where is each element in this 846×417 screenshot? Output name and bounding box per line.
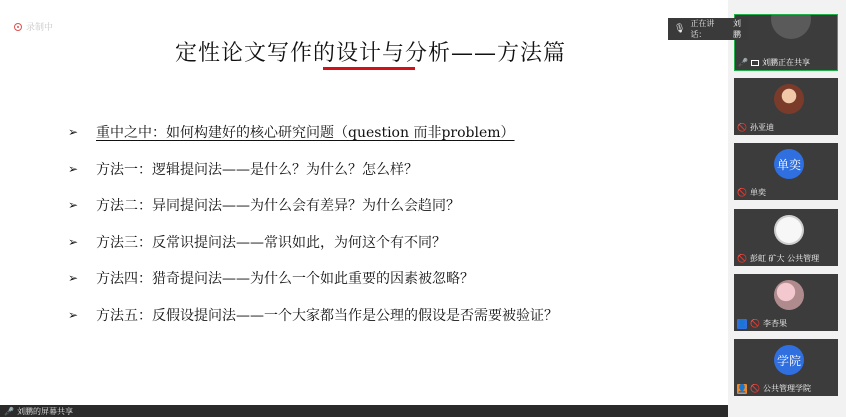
bullet-list xyxy=(68,114,558,333)
participant-label xyxy=(738,57,810,68)
avatar xyxy=(771,14,811,39)
screen-share-icon xyxy=(751,60,759,66)
mic-icon: 🎤 xyxy=(738,58,748,67)
participant-name: 李杏果 xyxy=(763,319,787,328)
avatar xyxy=(774,84,804,114)
arrow-bullet-icon: ➢ xyxy=(68,198,79,213)
slide-title: 定性论文写作的设计与分析——方法篇 xyxy=(175,41,567,66)
speaking-indicator xyxy=(668,18,748,40)
screen-share-label xyxy=(4,405,73,417)
participant-name: 公共管理学院 xyxy=(763,384,811,393)
arrow-bullet-icon: ➢ xyxy=(68,161,79,176)
bullet-text: 方法一：逻辑提问法——是什么？为什么？怎么样？ xyxy=(96,161,418,178)
participant-label xyxy=(737,383,811,394)
participant-name: 刘鹏正在共享 xyxy=(762,58,810,67)
arrow-bullet-icon: ➢ xyxy=(68,271,79,286)
participant-label xyxy=(737,187,766,198)
participant-tile-presenter[interactable] xyxy=(734,14,838,71)
mic-icon[interactable]: 🎤 xyxy=(4,406,14,416)
bullet-text: 方法二：异同提问法——为什么会有差异？为什么会趋同？ xyxy=(96,198,460,215)
arrow-bullet-icon: ➢ xyxy=(68,234,79,249)
arrow-bullet-icon: ➢ xyxy=(68,307,79,322)
screen-share-bar xyxy=(0,405,728,417)
speaking-label: 正在讲话： xyxy=(690,19,715,39)
bullet-text: 重中之中：如何构建好的核心研究问题（question 而非problem） xyxy=(96,125,515,142)
recording-indicator xyxy=(14,20,53,33)
mic-muted-icon: 🚫 xyxy=(737,254,747,263)
speaker-name: 刘鹏 xyxy=(732,19,741,39)
avatar xyxy=(774,280,804,310)
user-icon: 👤 xyxy=(737,384,747,393)
bullet-item xyxy=(68,114,558,151)
avatar: 单奕 xyxy=(774,149,804,179)
participant-name: 单奕 xyxy=(750,188,766,197)
avatar xyxy=(774,215,804,245)
participant-tile[interactable] xyxy=(734,274,838,331)
participant-label xyxy=(737,253,819,264)
mic-muted-icon: 🚫 xyxy=(737,123,747,132)
bullet-text: 方法三：反常识提问法——常识如此，为何这个有不同？ xyxy=(96,234,446,251)
mic-muted-icon: 🚫 xyxy=(750,319,760,328)
participant-tile[interactable] xyxy=(734,78,838,135)
record-icon xyxy=(14,23,22,31)
bullet-item xyxy=(68,187,558,224)
bullet-item xyxy=(68,297,558,334)
recording-label: 录制中 xyxy=(26,23,54,33)
participant-label xyxy=(737,318,787,329)
mic-muted-icon: 🚫 xyxy=(737,188,747,197)
participant-label xyxy=(737,122,774,133)
participant-sidebar xyxy=(728,0,846,417)
participant-tile[interactable] xyxy=(734,143,838,200)
speaker-icon: 🎙 xyxy=(674,24,686,34)
title-underline xyxy=(323,67,415,70)
bullet-item xyxy=(68,151,558,188)
participant-tile[interactable] xyxy=(734,209,838,266)
bullet-text: 方法五：反假设提问法——一个大家都当作是公理的假设是否需要被验证？ xyxy=(96,307,558,324)
participant-name: 孙亚迪 xyxy=(750,123,774,132)
screen-share-owner: 刘鹏的屏幕共享 xyxy=(17,406,73,416)
participant-tile[interactable] xyxy=(734,339,838,396)
arrow-bullet-icon: ➢ xyxy=(68,125,79,140)
bullet-item xyxy=(68,224,558,261)
participant-name: 彭虹 矿大 公共管理 xyxy=(750,254,820,263)
user-icon: 👤 xyxy=(737,319,747,328)
mic-muted-icon: 🚫 xyxy=(750,384,760,393)
avatar: 学院 xyxy=(774,345,804,375)
bullet-text: 方法四：猎奇提问法——为什么一个如此重要的因素被忽略？ xyxy=(96,271,474,288)
bullet-item xyxy=(68,260,558,297)
